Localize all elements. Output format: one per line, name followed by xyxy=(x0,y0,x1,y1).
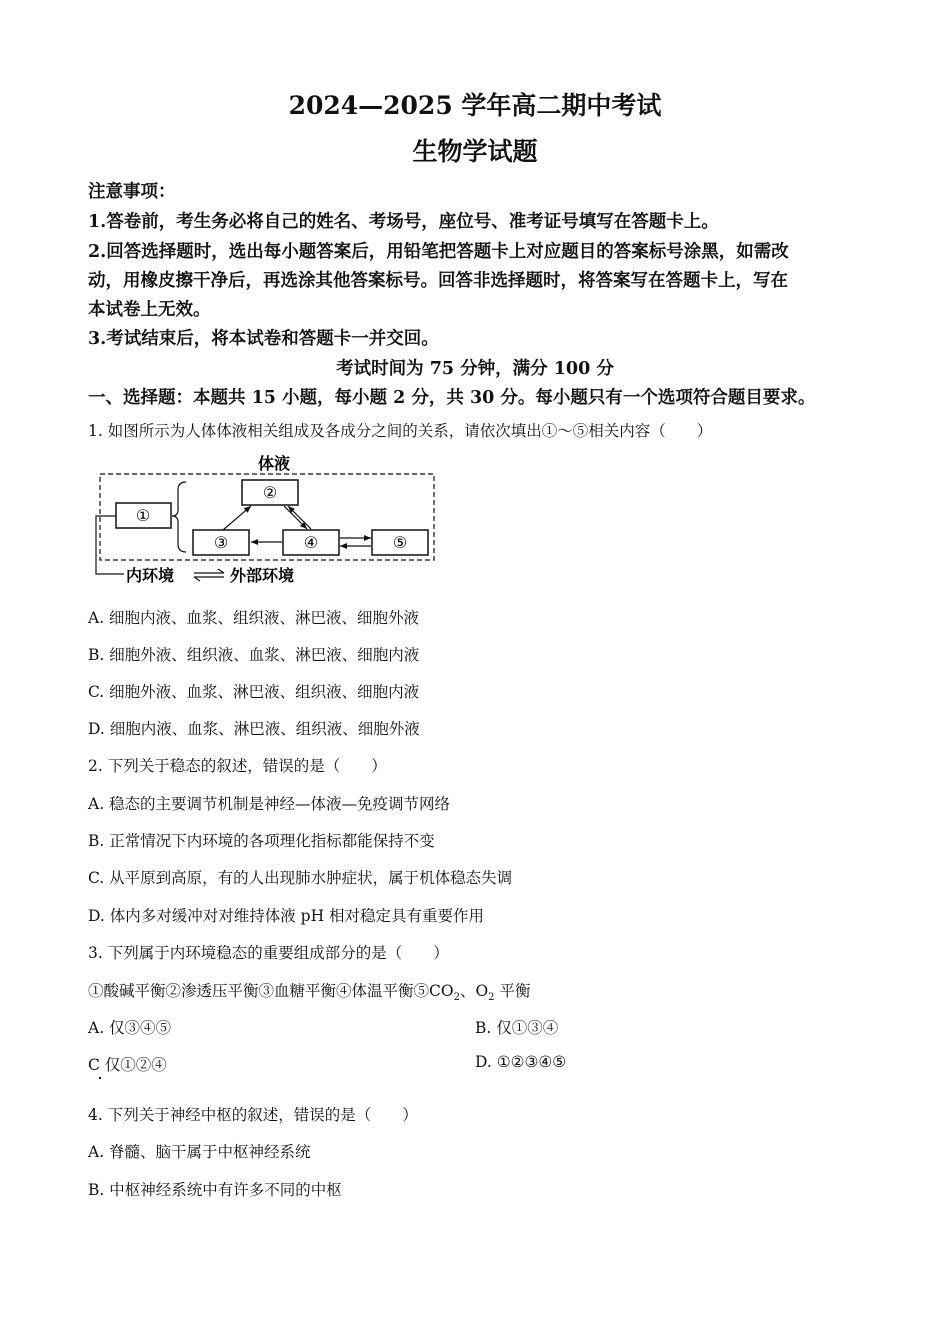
q4-option-b: B. 中枢神经系统中有许多不同的中枢 xyxy=(88,1181,342,1199)
exam-title: 2024—2025 学年高二期中考试 xyxy=(288,91,662,120)
outer-env-label: 外部环境 xyxy=(230,566,295,585)
arrow-3-to-2 xyxy=(223,506,251,530)
notice-item-2-line-2: 动，用橡皮擦干净后，再选涂其他答案标号。回答非选择题时，将答案写在答题卡上，写在 xyxy=(88,271,788,291)
q4-stem: 4. 下列关于神经中枢的叙述，错误的是（ ） xyxy=(88,1106,418,1124)
q3-option-b: B. 仅①③④ xyxy=(475,1019,559,1037)
q2-option-b: B. 正常情况下内环境的各项理化指标都能保持不变 xyxy=(88,832,435,850)
inner-env-label: 内环境 xyxy=(126,566,175,585)
q1-stem: 1. 如图所示为人体体液相关组成及各成分之间的关系，请依次填出①～⑤相关内容（ ） xyxy=(88,422,713,440)
brace-icon xyxy=(172,482,186,552)
box-5-label: ⑤ xyxy=(392,533,408,552)
q1-option-a: A. 细胞内液、血浆、组织液、淋巴液、细胞外液 xyxy=(88,609,420,627)
exam-subtitle: 生物学试题 xyxy=(412,137,538,166)
q1-option-d: D. 细胞内液、血浆、淋巴液、组织液、细胞外液 xyxy=(88,720,420,738)
q3-stem: 3. 下列属于内环境稳态的重要组成部分的是（ ） xyxy=(88,944,449,962)
body-fluid-diagram xyxy=(88,450,448,590)
q4-option-a: A. 脊髓、脑干属于中枢神经系统 xyxy=(88,1143,311,1161)
box-3-label: ③ xyxy=(213,533,229,552)
q2-option-a: A. 稳态的主要调节机制是神经—体液—免疫调节网络 xyxy=(88,795,451,813)
notice-heading: 注意事项： xyxy=(88,182,176,202)
q1-option-b: B. 细胞外液、组织液、血浆、淋巴液、细胞内液 xyxy=(88,646,420,664)
section-1-heading: 一、选择题：本题共 15 小题，每小题 2 分，共 30 分。每小题只有一个选项符合题目要求。 xyxy=(88,388,816,408)
body-fluid-label: 体液 xyxy=(257,454,291,473)
q3-items-mid: 、O xyxy=(459,982,489,1000)
notice-item-3: 3.考试结束后，将本试卷和答题卡一并交回。 xyxy=(88,329,439,349)
q3-option-c: C 仅①②④ xyxy=(88,1056,167,1074)
arrow-4-to-2 xyxy=(288,506,311,529)
q3-items-end: 平衡 xyxy=(494,982,531,1000)
co2-subscript: 2 xyxy=(453,992,460,1004)
arrow-2-to-4 xyxy=(284,506,307,529)
notice-item-1: 1.答卷前，考生务必将自己的姓名、考场号，座位号、准考证号填写在答题卡上。 xyxy=(88,212,719,232)
stray-dot xyxy=(99,1077,101,1079)
q3-option-d: D. ①②③④⑤ xyxy=(475,1053,567,1071)
o2-subscript: 2 xyxy=(488,992,495,1004)
box-2-label: ② xyxy=(262,483,278,502)
box-1-label: ① xyxy=(135,506,151,525)
q1-option-c: C. 细胞外液、血浆、淋巴液、组织液、细胞内液 xyxy=(88,683,420,701)
q2-option-c: C. 从平原到高原，有的人出现肺水肿症状，属于机体稳态失调 xyxy=(88,869,513,887)
q3-items xyxy=(88,979,530,1003)
box-4-label: ④ xyxy=(303,533,319,552)
notice-item-2-line-3: 本试卷上无效。 xyxy=(88,300,211,320)
q3-option-a: A. 仅③④⑤ xyxy=(88,1019,172,1037)
notice-item-2-line-1: 2.回答选择题时，选出每小题答案后，用铅笔把答题卡上对应题目的答案标号涂黑，如需改 xyxy=(88,242,789,262)
q2-option-d: D. 体内多对缓冲对对维持体液 pH 相对稳定具有重要作用 xyxy=(88,907,485,925)
exam-time: 考试时间为 75 分钟，满分 100 分 xyxy=(336,359,614,379)
q3-items-text: ①酸碱平衡②渗透压平衡③血糖平衡④体温平衡⑤CO xyxy=(88,982,454,1000)
q2-stem: 2. 下列关于稳态的叙述，错误的是（ ） xyxy=(88,757,387,775)
